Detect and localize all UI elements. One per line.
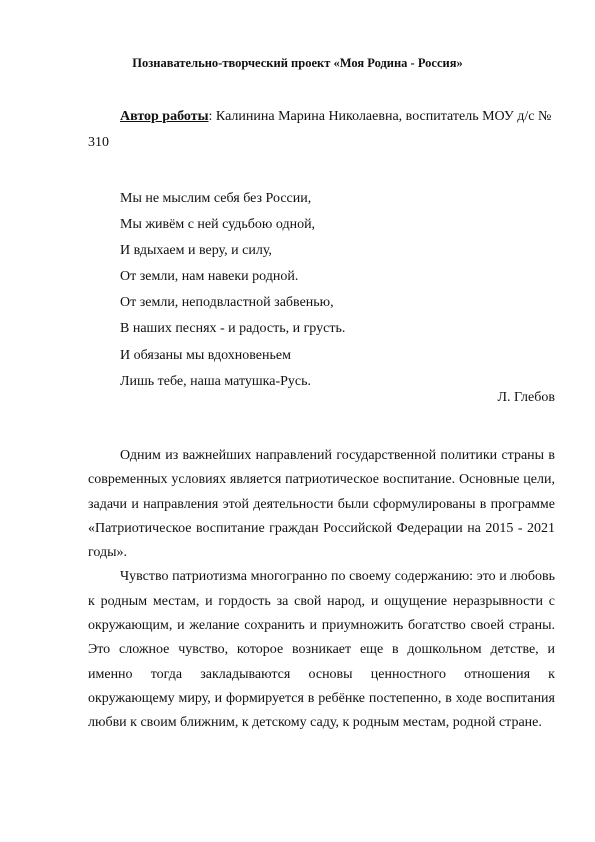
poem-line: От земли, неподвластной забвенью, [120,295,334,311]
poem [120,186,345,395]
author-block [88,104,558,156]
poem-line: Лишь тебе, наша матушка-Русь. [120,373,312,389]
poem-line: Мы не мыслим себя без России, [120,191,312,206]
poem-line: Мы живём с ней судьбою одной, [120,217,316,233]
author-number: 310 [88,135,109,150]
poem-line: От земли, нам навеки родной. [120,269,299,285]
body-text [88,444,555,736]
poem-line: И вдыхаем и веру, и силу, [120,243,272,259]
paragraph: Чувство патриотизма многогранно по своему содержанию: это и любовь к родным местам, и гордость за свой народ, и ощущение неразрывности с окружающим, и желание сохранить и приумножить богатство своей страны. Это сложное чувство, которое возникает еще в дошкольном детстве, и именно тогда закладываются основы ценностного отношения к окружающему миру, и формируется в ребёнке постепенно, в ходе воспитания любви к своим ближним, к детскому саду, к родным местам, родной стране. [88,569,555,731]
author-line [88,104,558,130]
poem-line: И обязаны мы вдохновеньем [120,347,291,363]
poem-author: Л. Глебов [497,390,555,405]
author-text: : Калинина Марина Николаевна, воспитатель МОУ д/с № [208,109,552,124]
author-label: Автор работы [120,109,209,124]
poem-line: В наших песнях - и радость, и грусть. [120,321,346,337]
document-title: Познавательно-творческий проект «Моя Родина - Россия» [132,56,463,70]
paragraph: Одним из важнейших направлений государственной политики страны в современных условиях является патриотическое воспитание. Основные цели, задачи и направления этой деятельности были сформулированы в программе «Патриотическое воспитание граждан Российской Федерации на 2015 - 2021 годы». [88,448,555,561]
